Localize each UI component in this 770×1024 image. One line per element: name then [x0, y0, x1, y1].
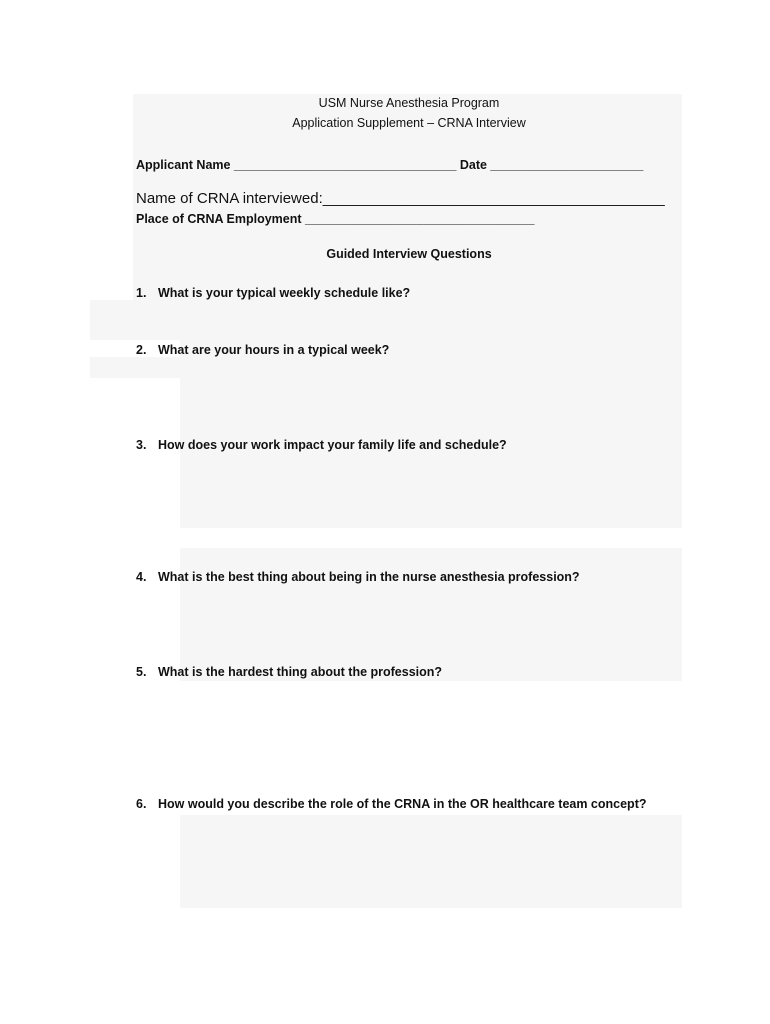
form-subtitle: Application Supplement – CRNA Interview — [292, 116, 526, 130]
question-number: 6. — [136, 797, 147, 811]
question-number: 5. — [136, 665, 147, 679]
employment-line: Place of CRNA Employment _________________________________ — [136, 212, 535, 226]
question-6 — [136, 797, 647, 811]
question-number: 1. — [136, 286, 147, 300]
applicant-date-line: Applicant Name ________________________________ Date ______________________ — [136, 158, 644, 172]
program-title: USM Nurse Anesthesia Program — [318, 96, 500, 110]
shade-left-1 — [90, 300, 682, 340]
question-number: 3. — [136, 438, 147, 452]
question-text: How does your work impact your family life and schedule? — [158, 438, 507, 452]
question-number: 2. — [136, 343, 147, 357]
question-2 — [136, 343, 389, 357]
question-text: What is your typical weekly schedule like? — [158, 286, 411, 300]
section-title: Guided Interview Questions — [326, 247, 492, 261]
question-4 — [136, 570, 580, 584]
question-1 — [136, 286, 410, 300]
question-5 — [136, 665, 442, 679]
crna-name-line: Name of CRNA interviewed:_________________________________________ — [136, 190, 665, 207]
question-text: How would you describe the role of the CRNA in the OR healthcare team concept? — [158, 797, 647, 811]
shade-bottom — [180, 815, 682, 908]
question-text: What is the best thing about being in the nurse anesthesia profession? — [158, 570, 580, 584]
question-3 — [136, 438, 507, 452]
shade-lower — [180, 548, 682, 681]
shade-mid — [180, 340, 682, 528]
shade-left-2 — [90, 357, 182, 378]
question-text: What are your hours in a typical week? — [158, 343, 390, 357]
question-number: 4. — [136, 570, 147, 584]
question-text: What is the hardest thing about the profession? — [158, 665, 443, 679]
